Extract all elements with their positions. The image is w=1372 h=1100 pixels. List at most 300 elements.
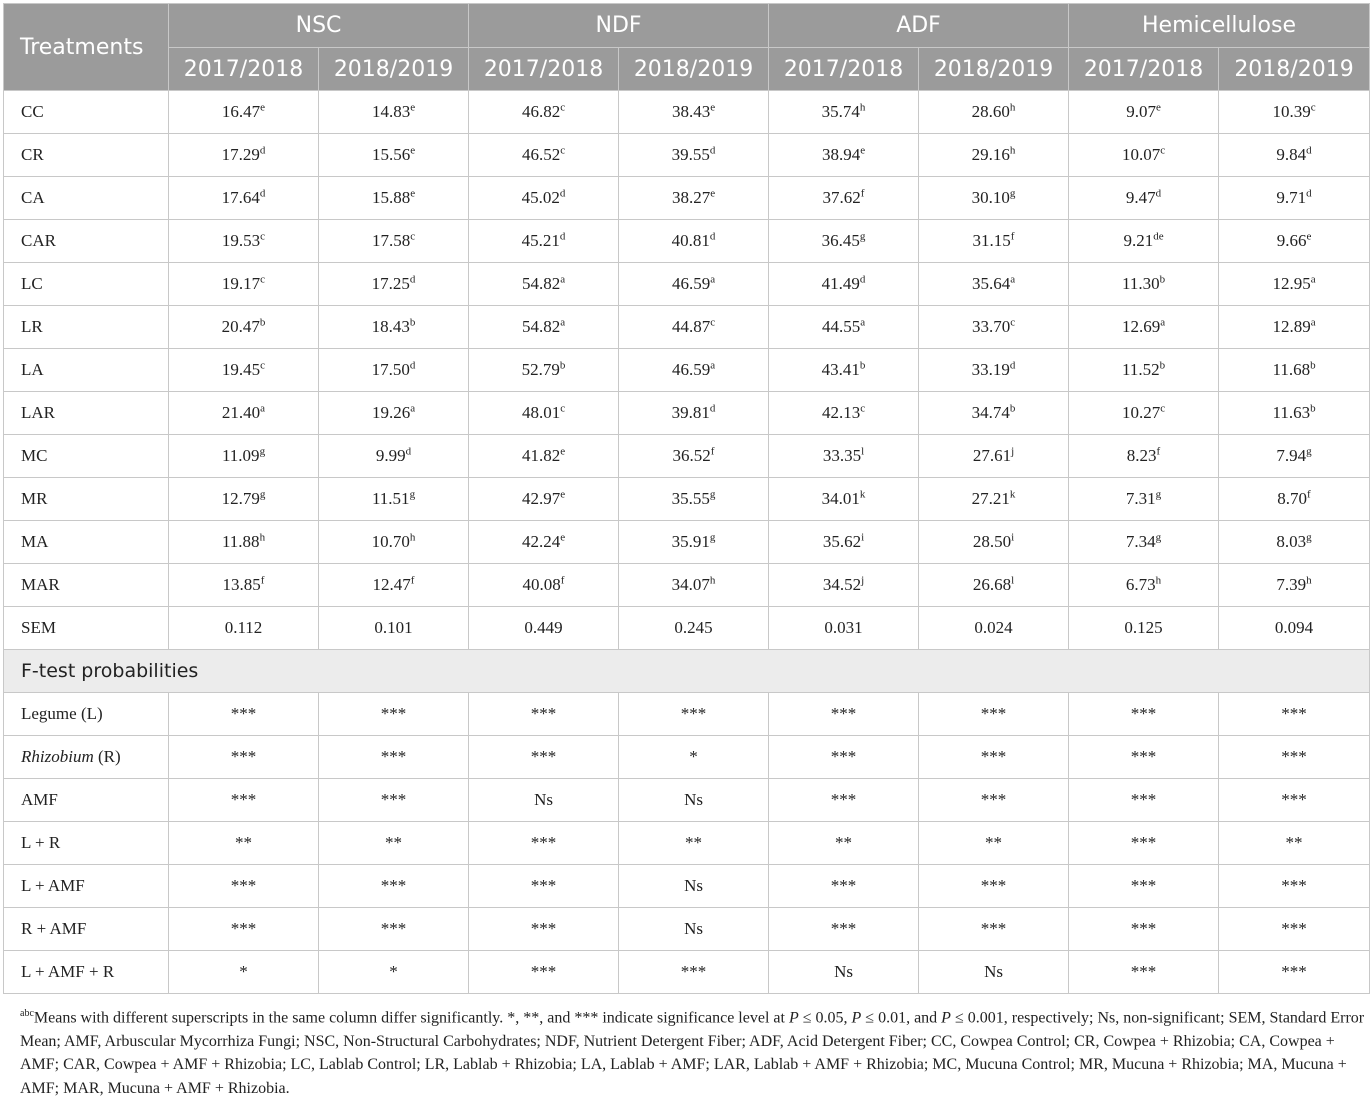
significance-letter: k <box>859 488 866 501</box>
cell-value: 34.07 <box>671 575 710 594</box>
significance-cell: *** <box>769 779 919 822</box>
header-row-groups <box>4 4 1370 48</box>
cell-value: 11.52 <box>1121 360 1160 379</box>
significance-cell: *** <box>169 865 319 908</box>
treatment-label: MR <box>4 478 169 521</box>
value-cell <box>619 521 769 564</box>
significance-cell: *** <box>319 693 469 736</box>
cell-value: 7.31 <box>1125 489 1156 508</box>
treatment-label: CA <box>4 177 169 220</box>
cell-value: 27.21 <box>971 489 1010 508</box>
effect-label: AMF <box>4 779 169 822</box>
significance-cell: *** <box>919 865 1069 908</box>
significance-letter: c <box>260 359 266 372</box>
treatment-label: MAR <box>4 564 169 607</box>
cell-value: 9.99 <box>375 446 406 465</box>
value-cell <box>469 177 619 220</box>
value-cell <box>619 306 769 349</box>
significance-cell: *** <box>1069 736 1219 779</box>
value-cell <box>1069 263 1219 306</box>
value-cell <box>469 392 619 435</box>
treatment-label: CAR <box>4 220 169 263</box>
significance-letter: d <box>259 144 266 157</box>
value-cell <box>469 263 619 306</box>
significance-letter: a <box>1160 316 1166 329</box>
cell-value: 17.58 <box>371 231 411 250</box>
cell-value: 42.13 <box>821 403 861 422</box>
value-cell <box>619 435 769 478</box>
ftest-row <box>4 822 1370 865</box>
cell-value: 41.49 <box>821 274 860 293</box>
significance-letter: g <box>1306 531 1312 544</box>
significance-letter: e <box>410 144 416 157</box>
treatment-label: LAR <box>4 392 169 435</box>
significance-letter: d <box>259 187 266 200</box>
value-cell <box>619 478 769 521</box>
table-row <box>4 607 1370 650</box>
significance-cell: *** <box>1069 951 1219 994</box>
cell-value: 0.125 <box>1124 618 1163 637</box>
significance-letter: a <box>560 273 566 286</box>
significance-letter: e <box>560 531 566 544</box>
significance-letter: c <box>1160 144 1166 157</box>
footnote-text: ≤ 0.05, <box>798 1009 852 1027</box>
value-cell <box>1219 349 1370 392</box>
value-cell <box>469 521 619 564</box>
significance-cell: *** <box>619 693 769 736</box>
significance-cell: *** <box>1069 779 1219 822</box>
cell-value: 54.82 <box>521 274 561 293</box>
significance-cell: *** <box>469 908 619 951</box>
value-cell <box>1219 435 1370 478</box>
value-cell <box>319 220 469 263</box>
significance-letter: f <box>1010 230 1015 243</box>
significance-cell: *** <box>1069 822 1219 865</box>
value-cell <box>169 564 319 607</box>
value-cell <box>169 91 319 134</box>
footnote-superscript: abc <box>20 1008 34 1019</box>
value-cell <box>169 220 319 263</box>
effect-label-italic: Rhizobium <box>21 747 94 766</box>
cell-value: 6.73 <box>1125 575 1156 594</box>
cell-value: 28.60 <box>971 102 1010 121</box>
significance-letter: h <box>709 574 716 587</box>
value-cell <box>319 435 469 478</box>
significance-letter: b <box>409 316 416 329</box>
significance-letter: b <box>259 316 266 329</box>
ftest-row <box>4 951 1370 994</box>
treatment-label: CC <box>4 91 169 134</box>
cell-value: 29.16 <box>971 145 1010 164</box>
cell-value: 12.79 <box>221 489 260 508</box>
significance-letter: f <box>1307 488 1311 501</box>
treatment-label: MC <box>4 435 169 478</box>
effect-label-rest: (R) <box>93 747 121 766</box>
cell-value: 8.23 <box>1126 446 1157 465</box>
cell-value: 46.59 <box>671 274 711 293</box>
significance-cell: Ns <box>619 779 769 822</box>
footnote-p: P <box>788 1009 799 1027</box>
significance-letter: g <box>259 488 266 501</box>
cell-value: 36.52 <box>672 446 711 465</box>
cell-value: 9.71 <box>1276 188 1307 207</box>
significance-letter: e <box>710 187 716 200</box>
significance-cell: Ns <box>469 779 619 822</box>
cell-value: 13.85 <box>222 575 261 594</box>
table-row <box>4 134 1370 177</box>
value-cell <box>1069 478 1219 521</box>
significance-letter: j <box>861 574 865 587</box>
cell-value: 16.47 <box>221 102 261 121</box>
cell-value: 27.61 <box>972 446 1012 465</box>
value-cell <box>1219 392 1370 435</box>
effect-label: L + AMF + R <box>4 951 169 994</box>
significance-letter: c <box>710 316 716 329</box>
cell-value: 15.56 <box>371 145 411 164</box>
cell-value: 11.88 <box>221 532 260 551</box>
significance-cell: Ns <box>919 951 1069 994</box>
value-cell <box>169 177 319 220</box>
significance-cell: *** <box>319 908 469 951</box>
significance-cell: ** <box>619 822 769 865</box>
cell-value: 46.82 <box>521 102 561 121</box>
table-row <box>4 263 1370 306</box>
value-cell <box>1219 478 1370 521</box>
year-header: 2018/2019 <box>619 48 769 91</box>
significance-letter: h <box>259 531 266 544</box>
significance-letter: d <box>409 359 416 372</box>
significance-letter: h <box>1009 101 1016 114</box>
cell-value: 11.63 <box>1272 403 1311 422</box>
cell-value: 48.01 <box>521 403 561 422</box>
significance-letter: l <box>861 445 865 458</box>
significance-cell: ** <box>169 822 319 865</box>
value-cell <box>1069 91 1219 134</box>
ftest-section-title: F-test probabilities <box>4 650 1370 693</box>
significance-letter: a <box>710 273 716 286</box>
significance-cell: *** <box>319 779 469 822</box>
cell-value: 54.82 <box>521 317 561 336</box>
cell-value: 11.09 <box>221 446 260 465</box>
cell-value: 19.45 <box>221 360 261 379</box>
cell-value: 10.70 <box>371 532 410 551</box>
value-cell <box>169 607 319 650</box>
year-header: 2018/2019 <box>319 48 469 91</box>
significance-letter: g <box>1009 187 1016 200</box>
treatment-label: LC <box>4 263 169 306</box>
significance-cell: *** <box>319 736 469 779</box>
significance-letter: d <box>559 187 566 200</box>
significance-cell: *** <box>469 951 619 994</box>
value-cell <box>319 392 469 435</box>
cell-value: 38.27 <box>671 188 711 207</box>
cell-value: 39.55 <box>671 145 710 164</box>
cell-value: 12.89 <box>1272 317 1311 336</box>
significance-cell: *** <box>769 693 919 736</box>
significance-letter: b <box>1159 273 1166 286</box>
value-cell <box>619 91 769 134</box>
value-cell <box>919 349 1069 392</box>
value-cell <box>1219 521 1370 564</box>
significance-letter: j <box>1011 445 1015 458</box>
significance-letter: h <box>1155 574 1162 587</box>
value-cell <box>619 349 769 392</box>
treatment-label: SEM <box>4 607 169 650</box>
significance-letter: a <box>1010 273 1016 286</box>
value-cell <box>619 220 769 263</box>
significance-cell: *** <box>769 908 919 951</box>
significance-cell: *** <box>319 865 469 908</box>
cell-value: 0.031 <box>824 618 863 637</box>
cell-value: 7.34 <box>1125 532 1156 551</box>
significance-letter: b <box>859 359 866 372</box>
treatment-label: LA <box>4 349 169 392</box>
significance-letter: c <box>410 230 416 243</box>
value-cell <box>469 220 619 263</box>
cell-value: 19.26 <box>371 403 411 422</box>
cell-value: 39.81 <box>671 403 710 422</box>
value-cell <box>169 521 319 564</box>
significance-letter: b <box>1009 402 1016 415</box>
value-cell <box>1069 306 1219 349</box>
significance-letter: d <box>409 273 416 286</box>
significance-letter: d <box>859 273 866 286</box>
value-cell <box>769 134 919 177</box>
value-cell <box>319 349 469 392</box>
significance-letter: h <box>1009 144 1016 157</box>
significance-letter: de <box>1153 230 1164 243</box>
value-cell <box>1069 177 1219 220</box>
significance-letter: d <box>709 402 716 415</box>
cell-value: 17.25 <box>371 274 410 293</box>
ftest-row <box>4 693 1370 736</box>
value-cell <box>769 392 919 435</box>
value-cell <box>619 177 769 220</box>
significance-letter: e <box>1306 230 1312 243</box>
value-cell <box>169 263 319 306</box>
value-cell <box>919 263 1069 306</box>
effect-label: Legume (L) <box>4 693 169 736</box>
significance-letter: g <box>859 230 866 243</box>
significance-letter: d <box>1306 187 1312 200</box>
significance-letter: e <box>560 445 566 458</box>
cell-value: 44.87 <box>671 317 711 336</box>
value-cell <box>769 521 919 564</box>
treatment-label: CR <box>4 134 169 177</box>
value-cell <box>469 91 619 134</box>
value-cell <box>169 392 319 435</box>
cell-value: 19.53 <box>221 231 261 250</box>
cell-value: 0.024 <box>974 618 1013 637</box>
value-cell <box>1219 220 1370 263</box>
significance-letter: a <box>560 316 566 329</box>
significance-cell: *** <box>1219 779 1370 822</box>
significance-cell: *** <box>919 908 1069 951</box>
value-cell <box>1219 134 1370 177</box>
significance-letter: b <box>1310 359 1316 372</box>
cell-value: 21.40 <box>221 403 261 422</box>
cell-value: 45.02 <box>521 188 560 207</box>
year-header: 2017/2018 <box>1069 48 1219 91</box>
significance-letter: d <box>709 230 716 243</box>
cell-value: 10.39 <box>1272 102 1311 121</box>
table-row <box>4 220 1370 263</box>
significance-cell: *** <box>1219 865 1370 908</box>
value-cell <box>1069 521 1219 564</box>
cell-value: 7.94 <box>1276 446 1307 465</box>
value-cell <box>469 478 619 521</box>
cell-value: 17.50 <box>371 360 410 379</box>
significance-letter: c <box>560 402 566 415</box>
table-row <box>4 478 1370 521</box>
significance-cell: ** <box>769 822 919 865</box>
significance-letter: b <box>1159 359 1166 372</box>
significance-cell: *** <box>169 779 319 822</box>
significance-letter: a <box>410 402 416 415</box>
cell-value: 33.19 <box>971 360 1010 379</box>
significance-letter: i <box>1011 531 1015 544</box>
significance-letter: c <box>1310 101 1316 114</box>
cell-value: 11.68 <box>1272 360 1311 379</box>
header-row-years <box>4 48 1370 91</box>
value-cell <box>469 306 619 349</box>
significance-letter: g <box>1155 488 1162 501</box>
significance-letter: d <box>405 445 412 458</box>
footnote-text: Means with different superscripts in the same column differ significantly. *, **, and *** indicate significance level at <box>33 1009 789 1027</box>
cell-value: 42.24 <box>521 532 561 551</box>
significance-letter: a <box>260 402 266 415</box>
cell-value: 33.70 <box>971 317 1011 336</box>
value-cell <box>919 220 1069 263</box>
significance-cell: *** <box>919 779 1069 822</box>
significance-cell: ** <box>319 822 469 865</box>
significance-letter: h <box>409 531 416 544</box>
significance-cell: *** <box>919 736 1069 779</box>
value-cell <box>919 91 1069 134</box>
significance-cell: *** <box>469 736 619 779</box>
value-cell <box>469 607 619 650</box>
significance-letter: e <box>860 144 866 157</box>
significance-letter: f <box>260 574 265 587</box>
cell-value: 7.39 <box>1276 575 1307 594</box>
value-cell <box>769 91 919 134</box>
cell-value: 35.62 <box>822 532 862 551</box>
cell-value: 10.07 <box>1121 145 1161 164</box>
cell-value: 9.07 <box>1126 102 1156 121</box>
section-row <box>4 650 1370 693</box>
cell-value: 18.43 <box>371 317 410 336</box>
value-cell <box>769 564 919 607</box>
significance-letter: e <box>410 101 416 114</box>
effect-label: R + AMF <box>4 908 169 951</box>
value-cell <box>919 607 1069 650</box>
cell-value: 15.88 <box>371 188 411 207</box>
cell-value: 12.95 <box>1272 274 1311 293</box>
value-cell <box>169 478 319 521</box>
footnote-text: ≤ 0.001, respectively; Ns, non-significant; SEM, Standard Error Mean; AMF, Arbuscular Mycorrhiza Fungi; NSC, Non-Structural Carbohydrates; NDF, Nutrient Detergent Fiber; ADF, Acid Detergent Fiber; CC, Cowpea Control; CR, Cowpea + Rhizobia; CA, Cowpea + AMF; CAR, Cowpea + AMF + Rhizobia; LC, Lablab Control; LR, Lablab + Rhizobia; LA, Lablab + AMF; LAR, Lablab + AMF + Rhizobia; MC, Mucuna Control; MR, Mucuna + Rhizobia; MA, Mucuna + AMF; MAR, Mucuna + AMF + Rhizobia. <box>20 1009 1365 1097</box>
significance-letter: k <box>1009 488 1016 501</box>
value-cell <box>1219 306 1370 349</box>
ftest-row <box>4 736 1370 779</box>
effect-label: L + R <box>4 822 169 865</box>
results-table <box>3 3 1370 994</box>
cell-value: 20.47 <box>221 317 260 336</box>
cell-value: 34.01 <box>821 489 860 508</box>
significance-cell: Ns <box>769 951 919 994</box>
value-cell <box>319 564 469 607</box>
value-cell <box>469 435 619 478</box>
cell-value: 40.08 <box>522 575 561 594</box>
significance-cell: * <box>619 736 769 779</box>
cell-value: 17.64 <box>221 188 260 207</box>
value-cell <box>169 134 319 177</box>
significance-letter: h <box>859 101 866 114</box>
significance-letter: d <box>559 230 566 243</box>
cell-value: 11.30 <box>1121 274 1160 293</box>
significance-letter: b <box>559 359 566 372</box>
value-cell <box>319 177 469 220</box>
table-row <box>4 177 1370 220</box>
cell-value: 12.69 <box>1121 317 1161 336</box>
value-cell <box>619 564 769 607</box>
cell-value: 38.43 <box>671 102 711 121</box>
significance-cell: *** <box>769 736 919 779</box>
significance-cell: *** <box>919 693 1069 736</box>
cell-value: 9.84 <box>1276 145 1307 164</box>
significance-letter: l <box>1011 574 1015 587</box>
significance-cell: *** <box>769 865 919 908</box>
year-header: 2017/2018 <box>469 48 619 91</box>
footnote-p: P <box>941 1009 951 1027</box>
ftest-row <box>4 865 1370 908</box>
value-cell <box>769 349 919 392</box>
value-cell <box>319 263 469 306</box>
cell-value: 42.97 <box>521 489 561 508</box>
value-cell <box>1069 349 1219 392</box>
significance-letter: d <box>709 144 716 157</box>
cell-value: 19.17 <box>221 274 261 293</box>
value-cell <box>1069 564 1219 607</box>
cell-value: 37.62 <box>822 188 861 207</box>
value-cell <box>769 435 919 478</box>
value-cell <box>1069 134 1219 177</box>
significance-cell: *** <box>1219 693 1370 736</box>
significance-letter: e <box>560 488 566 501</box>
significance-letter: h <box>1306 574 1312 587</box>
significance-cell: *** <box>1069 865 1219 908</box>
cell-value: 38.94 <box>821 145 861 164</box>
footnote-text: ≤ 0.01, and <box>861 1009 942 1027</box>
significance-letter: e <box>410 187 416 200</box>
value-cell <box>1219 607 1370 650</box>
value-cell <box>469 349 619 392</box>
value-cell <box>769 478 919 521</box>
significance-cell: *** <box>169 736 319 779</box>
value-cell <box>319 91 469 134</box>
treatments-header: Treatments <box>4 4 169 91</box>
cell-value: 9.47 <box>1125 188 1156 207</box>
significance-cell: Ns <box>619 865 769 908</box>
cell-value: 34.74 <box>971 403 1010 422</box>
significance-letter: e <box>1155 101 1161 114</box>
value-cell <box>1069 392 1219 435</box>
significance-letter: f <box>560 574 565 587</box>
value-cell <box>1219 177 1370 220</box>
significance-letter: c <box>260 230 266 243</box>
ftest-row <box>4 779 1370 822</box>
significance-cell: ** <box>1219 822 1370 865</box>
treatment-label: MA <box>4 521 169 564</box>
